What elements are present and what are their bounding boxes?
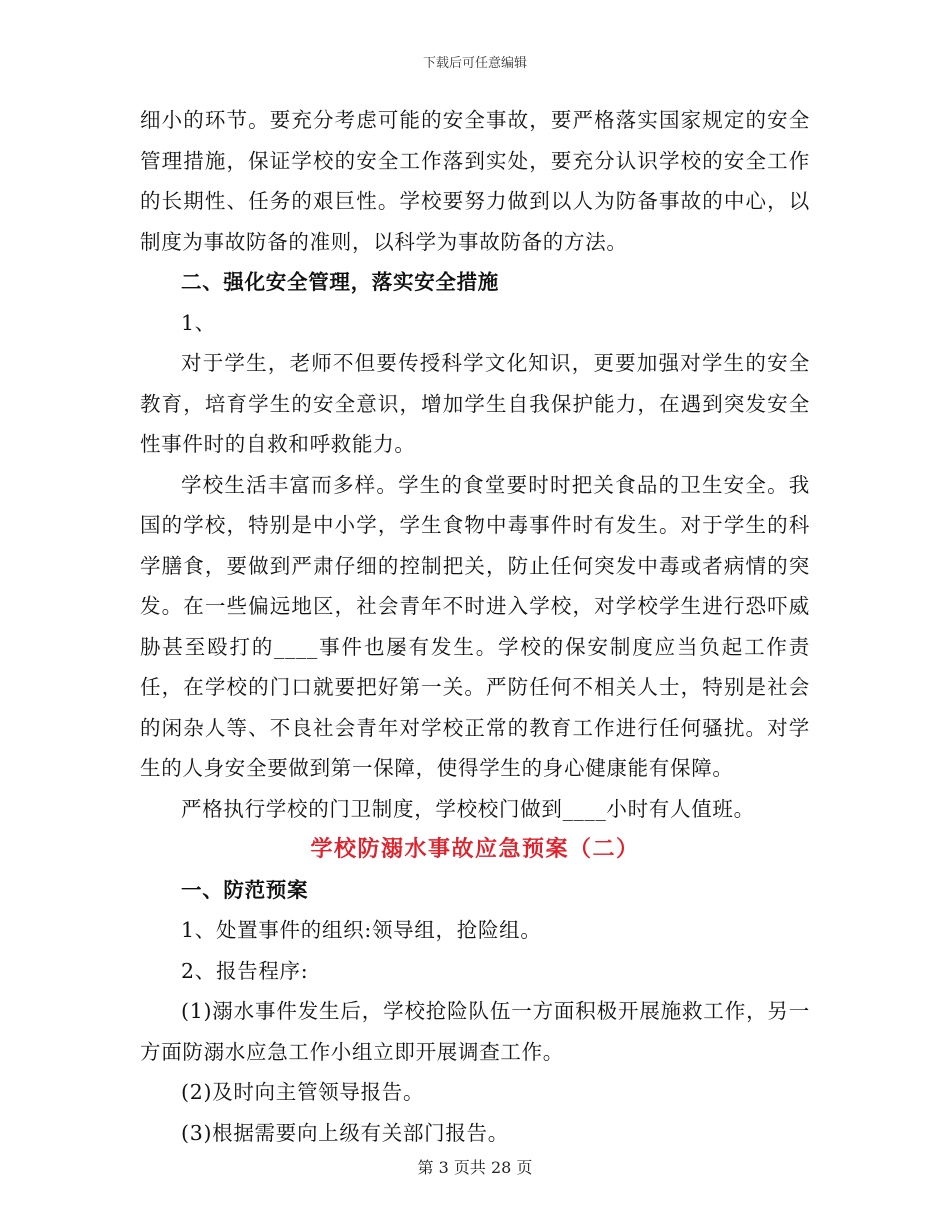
sub-item-3: (3)根据需要向上级有关部门报告。 <box>181 1120 509 1145</box>
sub-item-1: (1)溺水事件发生后，学校抢险队伍一方面积极开展施救工作，另一方面防溺水应急工作小组立即开展调查工作。 <box>140 999 810 1064</box>
section-heading-2: 二、强化安全管理，落实安全措施 <box>181 270 499 294</box>
list-number: 1、 <box>181 310 216 335</box>
page-footer: 第 3 页共 28 页 <box>417 1158 533 1177</box>
paragraph-guard-system: 严格执行学校的门卫制度，学校校门做到____小时有人值班。 <box>181 796 755 821</box>
document-title: 学校防溺水事故应急预案（二） <box>310 836 640 862</box>
page-header: 下载后可任意编辑 <box>422 56 527 71</box>
paragraph-student-education: 对于学生，老师不但要传授科学文化知识，更要加强对学生的安全教育，培育学生的安全意识，增加学生自我保护能力，在遇到突发安全性事件时的自救和呼救能力。 <box>140 351 810 456</box>
section-heading-1: 一、防范预案 <box>181 877 309 902</box>
list-item-2: 2、报告程序: <box>181 958 309 983</box>
document-body <box>140 100 810 1153</box>
list-item-1: 1、处置事件的组织:领导组，抢险组。 <box>181 918 542 942</box>
paragraph-school-life: 学校生活丰富而多样。学生的食堂要时时把关食品的卫生安全。我国的学校，特别是中小学，学生食物中毒事件时有发生。对于学生的科学膳食，要做到严肃仔细的控制把关，防止任何突发中毒或者病情的突发。在一些偏远地区，社会青年不时进入学校，对学校学生进行恐吓威胁甚至殴打的____事件也屡有发生。学校的保安制度应当负起工作责任，在学校的门口就要把好第一关。严防任何不相关人士，特别是社会的闲杂人等、不良社会青年对学校正常的教育工作进行任何骚扰。对学生的人身安全要做到第一保障，使得学生的身心健康能有保障。 <box>140 472 810 780</box>
sub-item-2: (2)及时向主管领导报告。 <box>181 1080 425 1104</box>
paragraph-continuation: 细小的环节。要充分考虑可能的安全事故，要严格落实国家规定的安全管理措施，保证学校的安全工作落到实处，要充分认识学校的安全工作的长期性、任务的艰巨性。学校要努力做到以人为防备事故的中心，以制度为事故防备的准则，以科学为事故防备的方法。 <box>140 108 810 254</box>
